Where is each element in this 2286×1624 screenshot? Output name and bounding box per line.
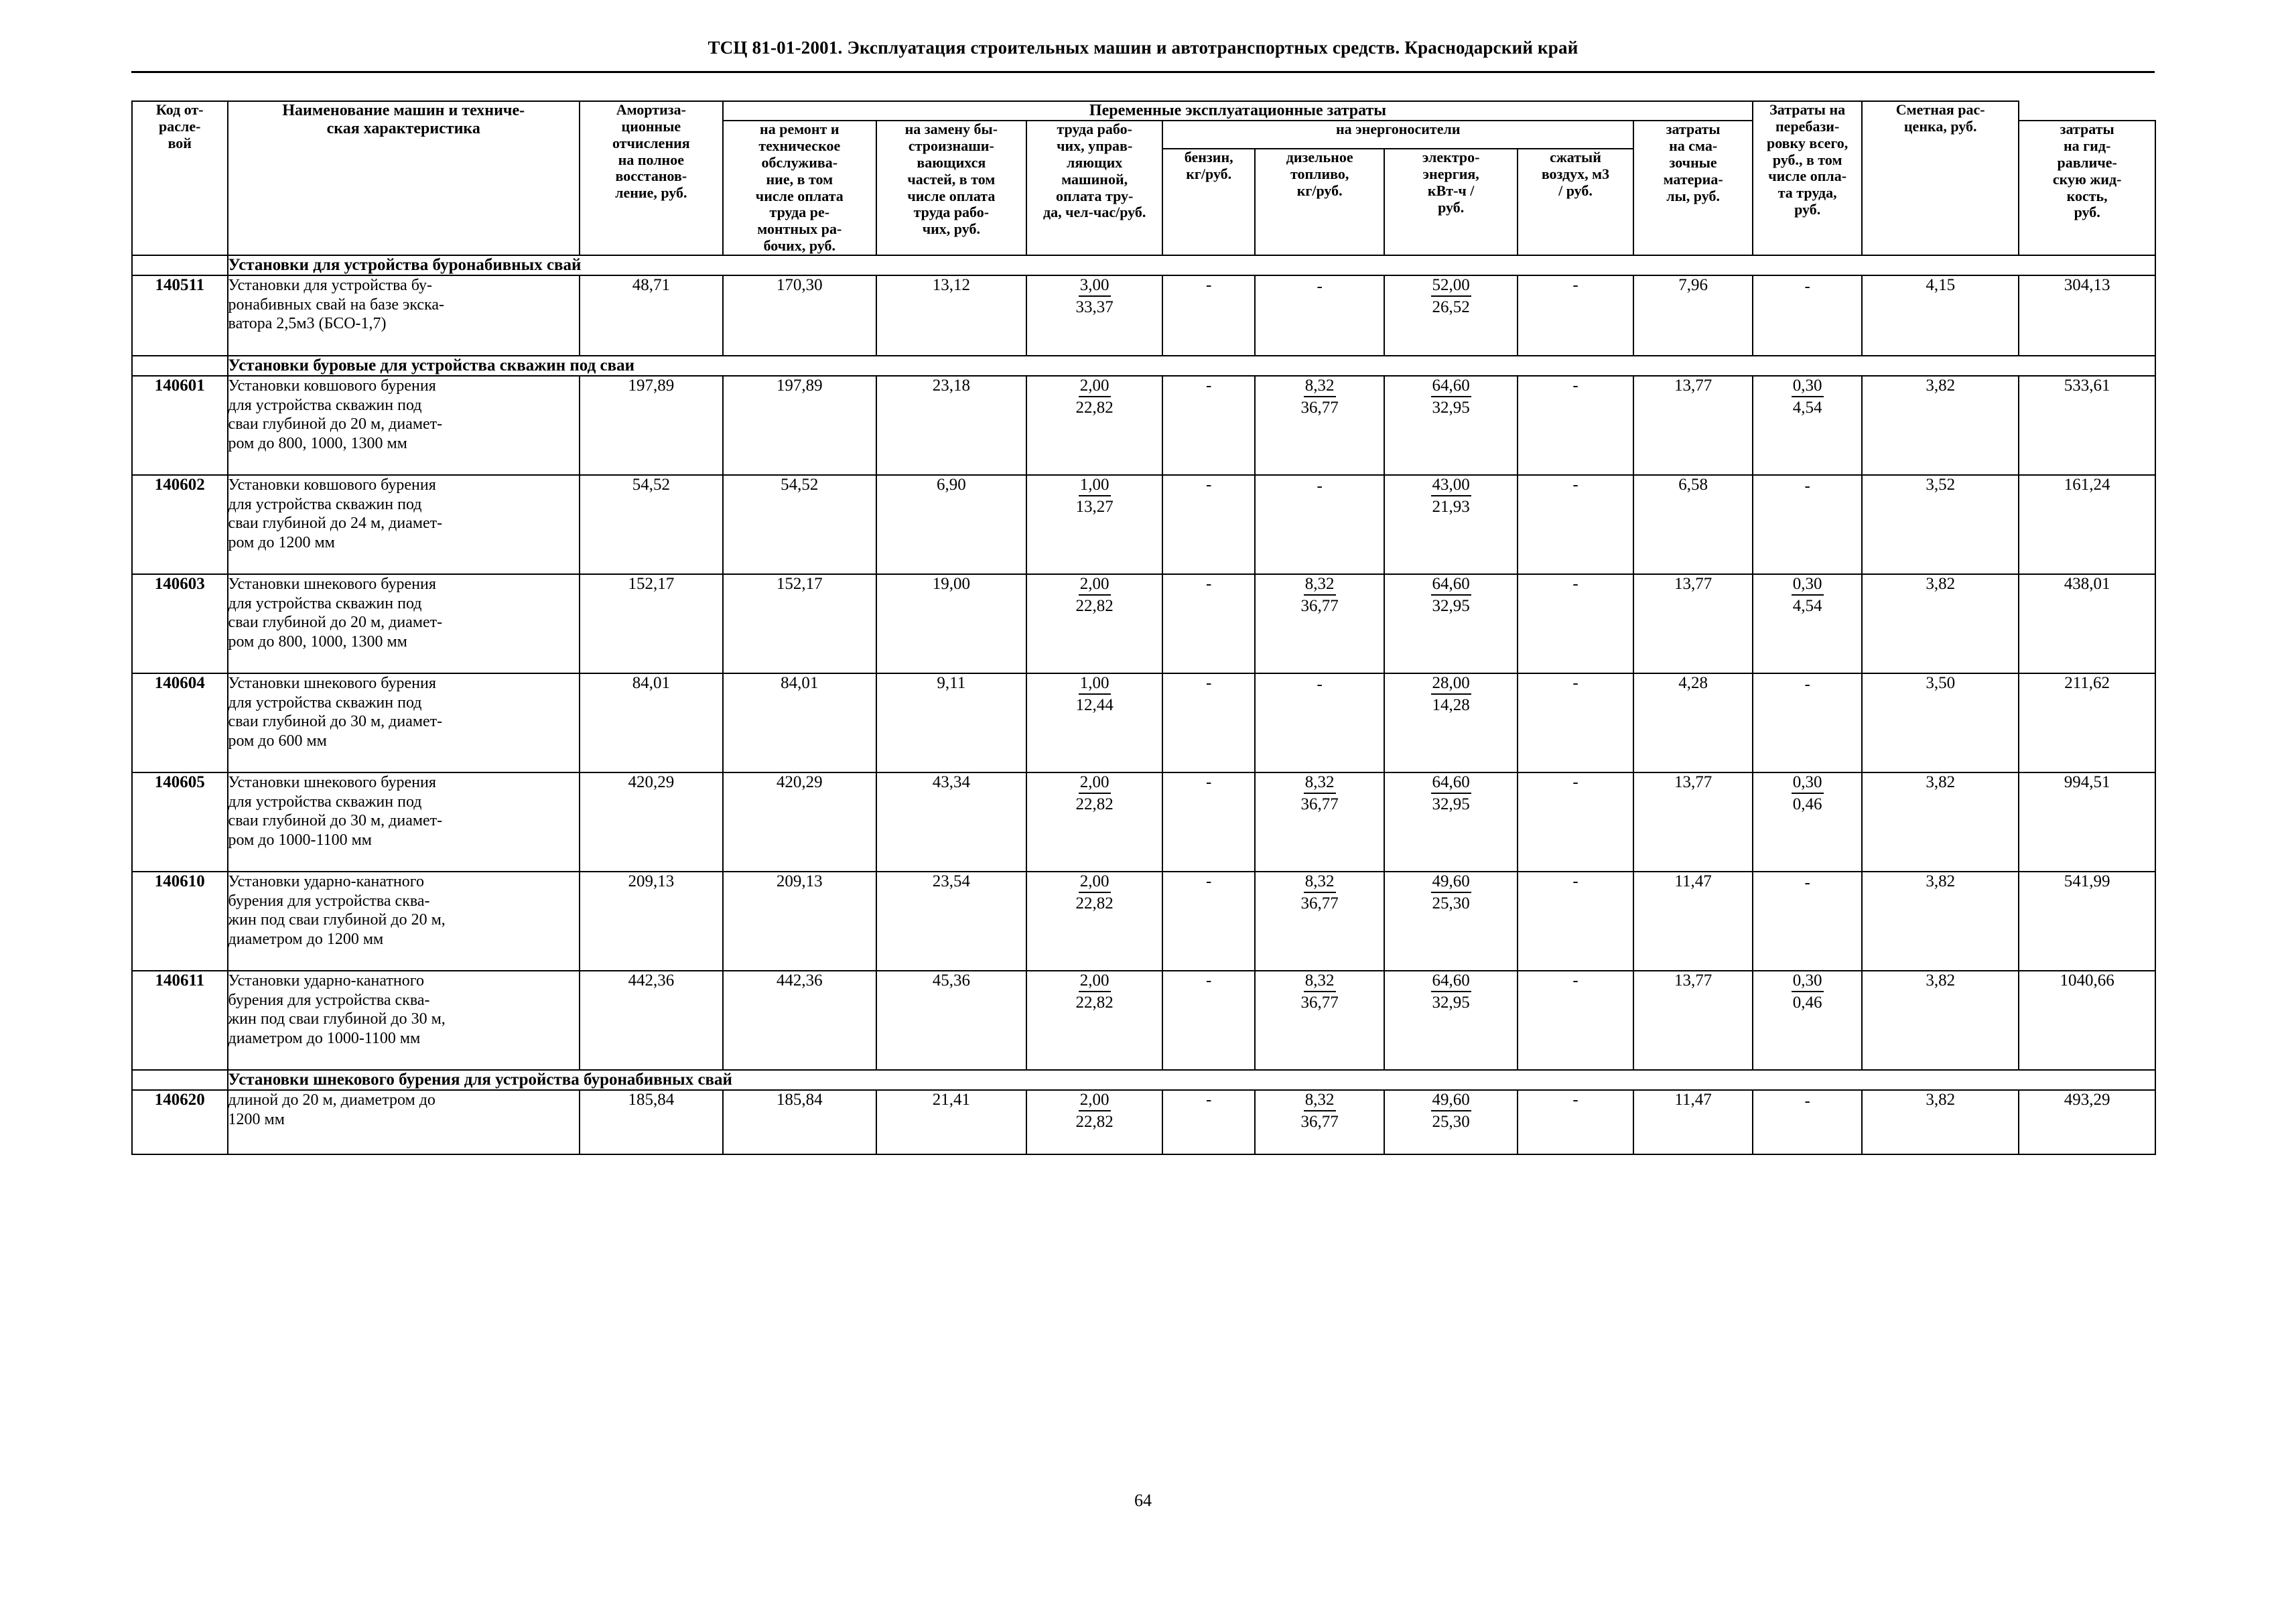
cell-petrol: - [1162, 376, 1254, 475]
cell-relocation: 3,82 [1862, 971, 2019, 1070]
section-title-cell [228, 1070, 2155, 1090]
cell-estimate: 1040,66 [2019, 971, 2155, 1070]
cell-name: Установки шнекового бурения для устройства скважин под сваи глубиной до 30 м, диамет- ром до 600 мм [228, 673, 580, 772]
col-header-petrol [1162, 149, 1254, 255]
cell-air: - [1518, 1090, 1633, 1154]
col-header-amort-label: Амортиза- ционные отчисления на полное восстанов- ление, руб. [612, 101, 690, 202]
cell-diesel-bot: - [1317, 675, 1323, 693]
cell-diesel [1255, 475, 1384, 574]
cell-code: 140611 [132, 971, 228, 1070]
cell-parts: 21,41 [876, 1090, 1026, 1154]
cell-electro-top: 49,60 [1431, 872, 1471, 893]
cell-code: 140610 [132, 872, 228, 971]
cell-repair: 185,84 [723, 1090, 876, 1154]
cell-air: - [1518, 971, 1633, 1070]
cell-amort: 152,17 [580, 574, 723, 673]
section-header-row [132, 1070, 2155, 1090]
cell-diesel [1255, 772, 1384, 872]
section-title-cell [228, 255, 2155, 275]
cell-relocation: 4,15 [1862, 275, 2019, 356]
cell-hydraulic-top: 0,30 [1792, 971, 1824, 992]
col-header-energy [1162, 121, 1633, 149]
cell-hydraulic [1753, 275, 1862, 356]
cell-hydraulic-bot: 4,54 [1792, 596, 1822, 615]
col-header-labor-label: труда рабо- чих, управ- ляющих машиной, оплата тру- да, чел-час/руб. [1043, 121, 1146, 221]
price-table [131, 100, 2156, 1155]
cell-air: - [1518, 772, 1633, 872]
table-row [132, 872, 2155, 971]
cell-diesel [1255, 673, 1384, 772]
cell-diesel-bot: 36,77 [1300, 1112, 1339, 1131]
cell-lubricants: 11,47 [1633, 872, 1753, 971]
cell-relocation: 3,82 [1862, 574, 2019, 673]
header-row-1 [132, 101, 2155, 121]
cell-diesel-top: 8,32 [1304, 1091, 1336, 1111]
cell-relocation: 3,82 [1862, 376, 2019, 475]
cell-electro [1384, 475, 1518, 574]
cell-lubricants: 13,77 [1633, 574, 1753, 673]
cell-labor-top: 2,00 [1079, 575, 1111, 596]
cell-name: Установки ударно-канатного бурения для устройства сква- жин под сваи глубиной до 20 м, диаметром до 1200 мм [228, 872, 580, 971]
cell-labor-top: 1,00 [1079, 674, 1111, 695]
cell-labor-top: 1,00 [1079, 476, 1111, 496]
cell-code: 140601 [132, 376, 228, 475]
cell-lubricants: 7,96 [1633, 275, 1753, 356]
cell-code: 140602 [132, 475, 228, 574]
cell-repair: 209,13 [723, 872, 876, 971]
cell-petrol: - [1162, 475, 1254, 574]
cell-code: 140604 [132, 673, 228, 772]
cell-hydraulic [1753, 475, 1862, 574]
cell-hydraulic-bot: - [1804, 1091, 1810, 1110]
col-header-energy-label: на энергоносители [1336, 121, 1461, 138]
cell-relocation: 3,82 [1862, 772, 2019, 872]
cell-petrol: - [1162, 275, 1254, 356]
cell-name: Установки ковшового бурения для устройства скважин под сваи глубиной до 24 м, диамет- ром до 1200 мм [228, 475, 580, 574]
cell-amort: 197,89 [580, 376, 723, 475]
cell-estimate: 211,62 [2019, 673, 2155, 772]
table-body [132, 255, 2155, 1154]
cell-electro [1384, 275, 1518, 356]
table-head [132, 101, 2155, 255]
cell-code: 140511 [132, 275, 228, 356]
cell-electro-top: 43,00 [1431, 476, 1471, 496]
col-header-electro-label: электро- энергия, кВт-ч / руб. [1422, 149, 1480, 216]
cell-labor-top: 3,00 [1079, 276, 1111, 297]
table-row [132, 275, 2155, 356]
cell-code: 140605 [132, 772, 228, 872]
cell-labor [1026, 574, 1163, 673]
cell-labor-bot: 13,27 [1075, 497, 1114, 516]
col-header-name [228, 101, 580, 255]
cell-diesel [1255, 872, 1384, 971]
cell-electro-top: 64,60 [1431, 971, 1471, 992]
cell-labor-bot: 22,82 [1075, 993, 1114, 1012]
cell-electro [1384, 376, 1518, 475]
cell-lubricants: 6,58 [1633, 475, 1753, 574]
cell-air: - [1518, 673, 1633, 772]
cell-hydraulic-bot: - [1804, 873, 1810, 892]
cell-amort: 54,52 [580, 475, 723, 574]
cell-repair: 152,17 [723, 574, 876, 673]
col-header-hydraulic-label: затраты на гид- равличе- скую жид- кость, руб. [2052, 121, 2122, 221]
cell-estimate: 493,29 [2019, 1090, 2155, 1154]
cell-electro-bot: 32,95 [1432, 398, 1470, 417]
cell-electro [1384, 673, 1518, 772]
section-title-cell [228, 356, 2155, 376]
cell-name: Установки шнекового бурения для устройства скважин под сваи глубиной до 30 м, диамет- ром до 1000-1100 мм [228, 772, 580, 872]
cell-hydraulic-top: 0,30 [1792, 773, 1824, 794]
cell-diesel [1255, 376, 1384, 475]
section-header-row [132, 356, 2155, 376]
cell-hydraulic [1753, 673, 1862, 772]
col-header-parts-label: на замену бы- строизнаши- вающихся частей, в том числе оплата труда рабо- чих, руб. [904, 121, 998, 238]
cell-repair: 170,30 [723, 275, 876, 356]
col-header-variable-costs-label: Переменные эксплуатационные затраты [1089, 102, 1387, 119]
col-header-repair [723, 121, 876, 255]
cell-relocation: 3,52 [1862, 475, 2019, 574]
cell-electro-top: 64,60 [1431, 773, 1471, 794]
cell-electro-top: 64,60 [1431, 377, 1471, 397]
cell-lubricants: 11,47 [1633, 1090, 1753, 1154]
col-header-air [1518, 149, 1633, 255]
cell-labor-bot: 22,82 [1075, 398, 1114, 417]
cell-amort: 420,29 [580, 772, 723, 872]
col-header-diesel-label: дизельное топливо, кг/руб. [1286, 149, 1353, 199]
cell-estimate: 541,99 [2019, 872, 2155, 971]
col-header-repair-label: на ремонт и техническое обслужива- ние, в том числе оплата труда ре- монтных ра- бочих, руб. [755, 121, 844, 255]
col-header-lubricants [1633, 121, 1753, 255]
price-table-container [131, 100, 2156, 1155]
cell-air: - [1518, 872, 1633, 971]
header-divider [131, 71, 2155, 73]
col-header-code-label: Код от- расле- вой [155, 101, 204, 151]
page-header: ТСЦ 81-01-2001. Эксплуатация строительных машин и автотранспортных средств. Краснодарский край [708, 38, 1578, 58]
section-title: Установки для устройства буронабивных свай [228, 255, 582, 274]
cell-estimate: 533,61 [2019, 376, 2155, 475]
cell-air: - [1518, 574, 1633, 673]
cell-name: Установки ковшового бурения для устройства скважин под сваи глубиной до 20 м, диамет- ром до 800, 1000, 1300 мм [228, 376, 580, 475]
cell-diesel-bot: - [1317, 277, 1323, 295]
cell-electro-bot: 25,30 [1432, 894, 1470, 912]
cell-petrol: - [1162, 574, 1254, 673]
cell-name: Установки шнекового бурения для устройства скважин под сваи глубиной до 20 м, диамет- ром до 800, 1000, 1300 мм [228, 574, 580, 673]
cell-labor [1026, 275, 1163, 356]
cell-amort: 185,84 [580, 1090, 723, 1154]
cell-labor [1026, 1090, 1163, 1154]
cell-hydraulic [1753, 772, 1862, 872]
cell-parts: 6,90 [876, 475, 1026, 574]
cell-parts: 23,18 [876, 376, 1026, 475]
cell-petrol: - [1162, 971, 1254, 1070]
cell-diesel-top: 8,32 [1304, 872, 1336, 893]
cell-estimate: 994,51 [2019, 772, 2155, 872]
table-row [132, 1090, 2155, 1154]
section-spacer-cell [132, 255, 228, 275]
cell-parts: 13,12 [876, 275, 1026, 356]
cell-electro-bot: 21,93 [1432, 497, 1470, 516]
table-row [132, 772, 2155, 872]
cell-air: - [1518, 275, 1633, 356]
cell-diesel-bot: 36,77 [1300, 596, 1339, 615]
cell-electro [1384, 872, 1518, 971]
cell-parts: 45,36 [876, 971, 1026, 1070]
cell-labor [1026, 971, 1163, 1070]
cell-labor-bot: 33,37 [1075, 297, 1114, 316]
cell-labor-bot: 22,82 [1075, 1112, 1114, 1131]
col-header-electro [1384, 149, 1518, 255]
cell-diesel [1255, 971, 1384, 1070]
cell-name: длиной до 20 м, диаметром до 1200 мм [228, 1090, 580, 1154]
cell-petrol: - [1162, 1090, 1254, 1154]
cell-hydraulic-bot: 0,46 [1792, 795, 1822, 813]
cell-labor-bot: 12,44 [1075, 695, 1114, 714]
cell-name: Установки ударно-канатного бурения для устройства сква- жин под сваи глубиной до 30 м, диаметром до 1000-1100 мм [228, 971, 580, 1070]
cell-repair: 442,36 [723, 971, 876, 1070]
cell-lubricants: 13,77 [1633, 772, 1753, 872]
cell-estimate: 304,13 [2019, 275, 2155, 356]
cell-petrol: - [1162, 673, 1254, 772]
cell-diesel-top: 8,32 [1304, 971, 1336, 992]
cell-diesel-top: 8,32 [1304, 575, 1336, 596]
col-header-relocation-label: Затраты на перебази- ровку всего, руб., в том числе опла- та труда, руб. [1766, 101, 1848, 218]
cell-labor-top: 2,00 [1079, 872, 1111, 893]
cell-diesel-bot: 36,77 [1300, 398, 1339, 417]
col-header-relocation [1753, 101, 1862, 255]
cell-hydraulic [1753, 1090, 1862, 1154]
cell-repair: 197,89 [723, 376, 876, 475]
col-header-amort [580, 101, 723, 255]
cell-diesel-bot: - [1317, 476, 1323, 495]
cell-estimate: 438,01 [2019, 574, 2155, 673]
section-title: Установки буровые для устройства скважин под сваи [228, 356, 634, 375]
table-row [132, 673, 2155, 772]
cell-hydraulic-bot: 0,46 [1792, 993, 1822, 1012]
cell-diesel-top: 8,32 [1304, 377, 1336, 397]
cell-electro-bot: 26,52 [1432, 297, 1470, 316]
cell-electro-bot: 32,95 [1432, 993, 1470, 1012]
cell-hydraulic [1753, 574, 1862, 673]
table-row [132, 574, 2155, 673]
cell-parts: 9,11 [876, 673, 1026, 772]
cell-relocation: 3,82 [1862, 872, 2019, 971]
cell-repair: 84,01 [723, 673, 876, 772]
cell-diesel-bot: 36,77 [1300, 993, 1339, 1012]
section-title: Установки шнекового бурения для устройства буронабивных свай [228, 1070, 732, 1089]
col-header-estimate [1862, 101, 2019, 255]
cell-electro [1384, 1090, 1518, 1154]
cell-hydraulic [1753, 971, 1862, 1070]
cell-amort: 442,36 [580, 971, 723, 1070]
cell-diesel-top: 8,32 [1304, 773, 1336, 794]
col-header-estimate-label: Сметная рас- ценка, руб. [1895, 101, 1985, 135]
cell-lubricants: 13,77 [1633, 376, 1753, 475]
cell-electro-top: 28,00 [1431, 674, 1471, 695]
cell-name: Установки для устройства бу- ронабивных свай на базе экска- ватора 2,5м3 (БСО-1,7) [228, 275, 580, 356]
cell-code: 140603 [132, 574, 228, 673]
cell-petrol: - [1162, 772, 1254, 872]
cell-petrol: - [1162, 872, 1254, 971]
cell-amort: 48,71 [580, 275, 723, 356]
cell-lubricants: 13,77 [1633, 971, 1753, 1070]
cell-hydraulic-top: 0,30 [1792, 575, 1824, 596]
col-header-lubricants-label: затраты на сма- зочные материа- лы, руб. [1663, 121, 1723, 204]
cell-repair: 420,29 [723, 772, 876, 872]
cell-diesel-bot: 36,77 [1300, 795, 1339, 813]
cell-air: - [1518, 376, 1633, 475]
cell-amort: 209,13 [580, 872, 723, 971]
cell-labor [1026, 872, 1163, 971]
col-header-hydraulic [2019, 121, 2155, 255]
cell-hydraulic-bot: 4,54 [1792, 398, 1822, 417]
cell-electro-bot: 32,95 [1432, 596, 1470, 615]
cell-amort: 84,01 [580, 673, 723, 772]
table-row [132, 971, 2155, 1070]
section-spacer-cell [132, 356, 228, 376]
cell-electro-top: 64,60 [1431, 575, 1471, 596]
col-header-parts [876, 121, 1026, 255]
cell-electro-bot: 32,95 [1432, 795, 1470, 813]
cell-labor-top: 2,00 [1079, 1091, 1111, 1111]
cell-electro [1384, 772, 1518, 872]
col-header-code [132, 101, 228, 255]
cell-labor-bot: 22,82 [1075, 795, 1114, 813]
section-spacer-cell [132, 1070, 228, 1090]
cell-diesel [1255, 1090, 1384, 1154]
cell-repair: 54,52 [723, 475, 876, 574]
cell-hydraulic-bot: - [1804, 476, 1810, 495]
table-row [132, 376, 2155, 475]
col-header-petrol-label: бензин, кг/руб. [1184, 149, 1233, 183]
cell-diesel [1255, 574, 1384, 673]
col-header-name-label: Наименование машин и техниче- ская характеристика [282, 102, 525, 138]
cell-electro-top: 49,60 [1431, 1091, 1471, 1111]
table-row [132, 475, 2155, 574]
cell-electro-bot: 25,30 [1432, 1112, 1470, 1131]
col-header-air-label: сжатый воздух, м3 / руб. [1541, 149, 1610, 199]
col-header-diesel [1255, 149, 1384, 255]
cell-labor-top: 2,00 [1079, 773, 1111, 794]
cell-hydraulic-bot: - [1804, 277, 1810, 295]
cell-parts: 43,34 [876, 772, 1026, 872]
cell-labor-bot: 22,82 [1075, 894, 1114, 912]
cell-labor [1026, 772, 1163, 872]
cell-air: - [1518, 475, 1633, 574]
cell-electro-bot: 14,28 [1432, 695, 1470, 714]
cell-labor [1026, 673, 1163, 772]
cell-diesel-bot: 36,77 [1300, 894, 1339, 912]
cell-diesel [1255, 275, 1384, 356]
cell-parts: 23,54 [876, 872, 1026, 971]
col-header-labor [1026, 121, 1163, 255]
cell-lubricants: 4,28 [1633, 673, 1753, 772]
cell-hydraulic [1753, 872, 1862, 971]
cell-parts: 19,00 [876, 574, 1026, 673]
cell-labor-top: 2,00 [1079, 971, 1111, 992]
cell-hydraulic-top: 0,30 [1792, 377, 1824, 397]
cell-estimate: 161,24 [2019, 475, 2155, 574]
cell-relocation: 3,50 [1862, 673, 2019, 772]
col-header-variable-costs [723, 101, 1753, 121]
cell-electro [1384, 574, 1518, 673]
page-number: 64 [1134, 1491, 1152, 1510]
cell-labor-bot: 22,82 [1075, 596, 1114, 615]
cell-electro-top: 52,00 [1431, 276, 1471, 297]
section-header-row [132, 255, 2155, 275]
cell-labor [1026, 376, 1163, 475]
cell-hydraulic-bot: - [1804, 675, 1810, 693]
cell-code: 140620 [132, 1090, 228, 1154]
cell-labor-top: 2,00 [1079, 377, 1111, 397]
cell-relocation: 3,82 [1862, 1090, 2019, 1154]
cell-labor [1026, 475, 1163, 574]
cell-hydraulic [1753, 376, 1862, 475]
cell-electro [1384, 971, 1518, 1070]
